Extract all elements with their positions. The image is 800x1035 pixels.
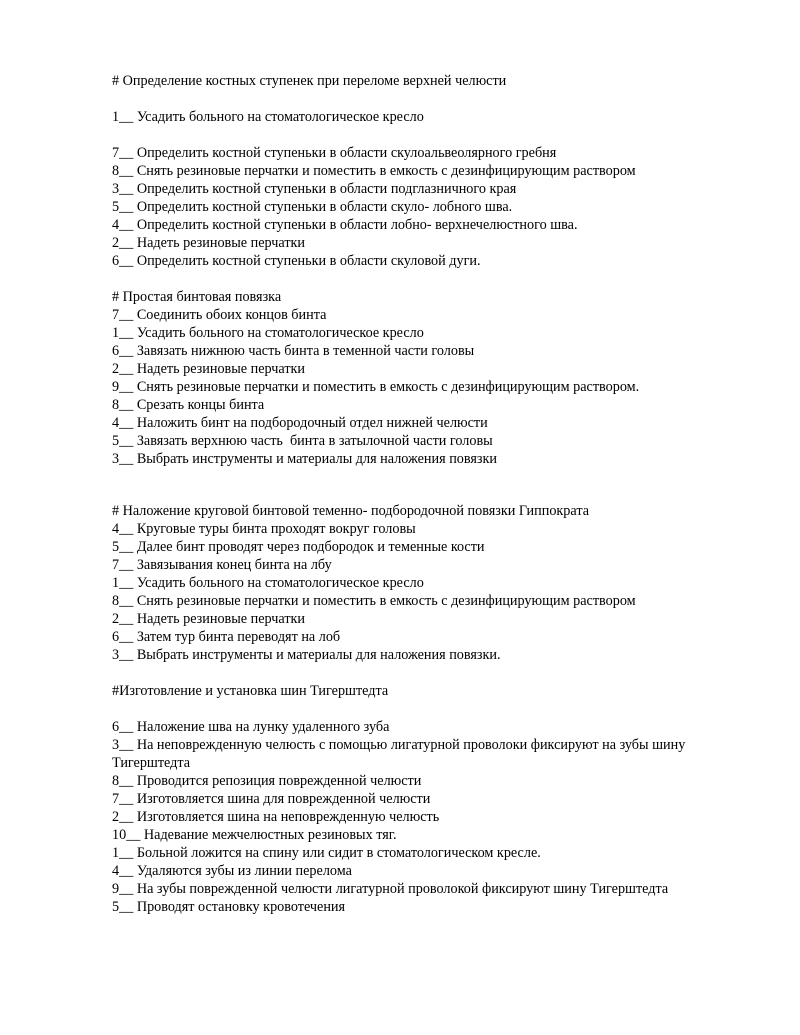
list-item: 8__ Снять резиновые перчатки и поместить в емкость с дезинфицирующим раствором xyxy=(112,163,636,179)
list-item: 5__ Проводят остановку кровотечения xyxy=(112,899,346,915)
list-item: 8__ Снять резиновые перчатки и поместить в емкость с дезинфицирующим раствором xyxy=(112,593,636,609)
list-item: 1__ Усадить больного на стоматологическое кресло xyxy=(112,109,424,125)
list-item: 5__ Завязать верхнюю часть бинта в затылочной части головы xyxy=(112,433,493,449)
list-item: 7__ Соединить обоих концов бинта xyxy=(112,307,327,323)
section-simple-bandage xyxy=(112,288,732,468)
list-item: 2__ Надеть резиновые перчатки xyxy=(112,235,306,251)
list-item: 7__ Завязывания конец бинта на лбу xyxy=(112,557,332,573)
list-item: 7__ Определить костной ступеньки в области скулоальвеолярного гребня xyxy=(112,145,557,161)
section-tigerstedt-splints xyxy=(112,682,732,916)
section-hippocrates-bandage xyxy=(112,502,732,664)
list-item: 7__ Изготовляется шина для поврежденной челюсти xyxy=(112,791,431,807)
list-item: 9__ Снять резиновые перчатки и поместить в емкость с дезинфицирующим раствором. xyxy=(112,379,640,395)
list-item: 6__ Наложение шва на лунку удаленного зуба xyxy=(112,719,390,735)
list-item: 4__ Наложить бинт на подбородочный отдел нижней челюсти xyxy=(112,415,488,431)
list-item: 6__ Затем тур бинта переводят на лоб xyxy=(112,629,341,645)
list-item: 10__ Надевание межчелюстных резиновых тяг. xyxy=(112,827,397,843)
list-item: 2__ Надеть резиновые перчатки xyxy=(112,611,306,627)
document-page xyxy=(112,72,732,916)
list-item: 8__ Срезать концы бинта xyxy=(112,397,265,413)
list-item: 3__ На неповрежденную челюсть с помощью лигатурной проволоки фиксируют на зубы шину Тигерштедта xyxy=(112,737,689,771)
list-item: 1__ Усадить больного на стоматологическое кресло xyxy=(112,325,424,341)
list-item: 5__ Далее бинт проводят через подбородок и теменные кости xyxy=(112,539,485,555)
section-title: # Наложение круговой бинтовой теменно- подбородочной повязки Гиппократа xyxy=(112,503,589,519)
list-item: 9__ На зубы поврежденной челюсти лигатурной проволокой фиксируют шину Тигерштедта xyxy=(112,881,669,897)
list-item: 3__ Определить костной ступеньки в области подглазничного края xyxy=(112,181,517,197)
list-item: 2__ Изготовляется шина на неповрежденную челюсть xyxy=(112,809,440,825)
list-item: 6__ Определить костной ступеньки в области скуловой дуги. xyxy=(112,253,481,269)
list-item: 4__ Определить костной ступеньки в области лобно- верхнечелюстного шва. xyxy=(112,217,578,233)
list-item: 1__ Усадить больного на стоматологическое кресло xyxy=(112,575,424,591)
section-title: # Определение костных ступенек при переломе верхней челюсти xyxy=(112,73,507,89)
list-item: 5__ Определить костной ступеньки в области скуло- лобного шва. xyxy=(112,199,513,215)
section-title: # Простая бинтовая повязка xyxy=(112,289,282,305)
list-item: 1__ Больной ложится на спину или сидит в стоматологическом кресле. xyxy=(112,845,541,861)
list-item: 4__ Круговые туры бинта проходят вокруг головы xyxy=(112,521,416,537)
section-bone-steps xyxy=(112,72,732,270)
list-item: 2__ Надеть резиновые перчатки xyxy=(112,361,306,377)
list-item: 3__ Выбрать инструменты и материалы для наложения повязки. xyxy=(112,647,501,663)
list-item: 8__ Проводится репозиция поврежденной челюсти xyxy=(112,773,422,789)
list-item: 4__ Удаляются зубы из линии перелома xyxy=(112,863,352,879)
section-title: #Изготовление и установка шин Тигерштедта xyxy=(112,683,389,699)
list-item: 3__ Выбрать инструменты и материалы для наложения повязки xyxy=(112,451,498,467)
list-item: 6__ Завязать нижнюю часть бинта в теменной части головы xyxy=(112,343,475,359)
